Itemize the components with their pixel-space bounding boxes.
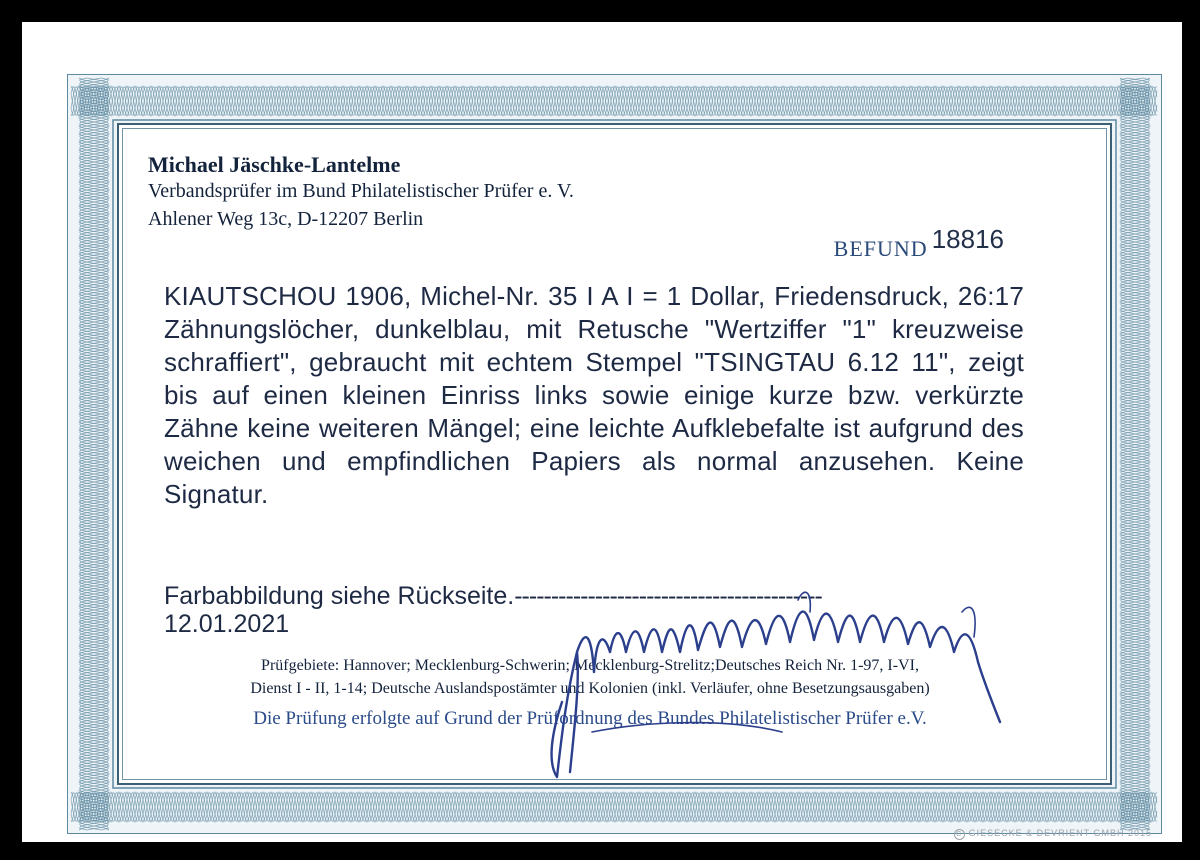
signature-icon — [522, 582, 1082, 792]
copyright-icon: C — [954, 829, 965, 840]
examination-notice: Die Prüfung erfolgte auf Grund der Prüfordnung des Bundes Philatelistischer Prüfer e.V. — [253, 708, 927, 729]
issuer-name: Michael Jäschke-Lantelme — [148, 152, 401, 177]
expertise-areas-line-1: Prüfgebiete: Hannover; Mecklenburg-Schwerin; Mecklenburg-Strelitz;Deutsches Reich Nr. 1-97, I-VI, — [261, 657, 919, 674]
befund-number: 18816 — [931, 224, 1004, 254]
befund-block — [833, 224, 1004, 263]
expertise-areas-line-2: Dienst I - II, 1-14; Deutsche Auslandspostämter und Kolonien (inkl. Verläufer, ohne Besetzungsausgaben) — [250, 680, 930, 697]
certificate-date: 12.01.2021 — [164, 610, 290, 638]
issuer-address: Ahlener Weg 13c, D-12207 Berlin — [148, 208, 424, 230]
befund-label: BEFUND — [833, 236, 928, 261]
figure-note-dashes: ------------------------------------------ — [514, 582, 822, 610]
issuer-title: Verbandsprüfer im Bund Philatelistischer Prüfer e. V. — [148, 180, 574, 202]
printer-imprint — [954, 828, 1152, 840]
figure-note-text: Farbabbildung siehe Rückseite. — [164, 582, 515, 610]
certificate-description: KIAUTSCHOU 1906, Michel-Nr. 35 I A I = 1 Dollar, Friedensdruck, 26:17 Zähnungslöcher, dunkelblau, mit Retusche "Wertziffer "1" kreuzweise schraffiert", gebraucht mit echtem Stempel "TSINGTAU 6.12 11", zeigt bis auf einen kleinen Einriss links sowie einige kurze bzw. verkürzte Zähne keine weiteren Mängel; eine leichte Aufklebefalte ist aufgrund des weichen und empfindlichen Papiers als normal anzusehen. Keine Signatur. — [164, 281, 1024, 509]
printer-imprint-text: GIESECKE & DEVRIENT GMBH 2015 — [968, 828, 1152, 838]
